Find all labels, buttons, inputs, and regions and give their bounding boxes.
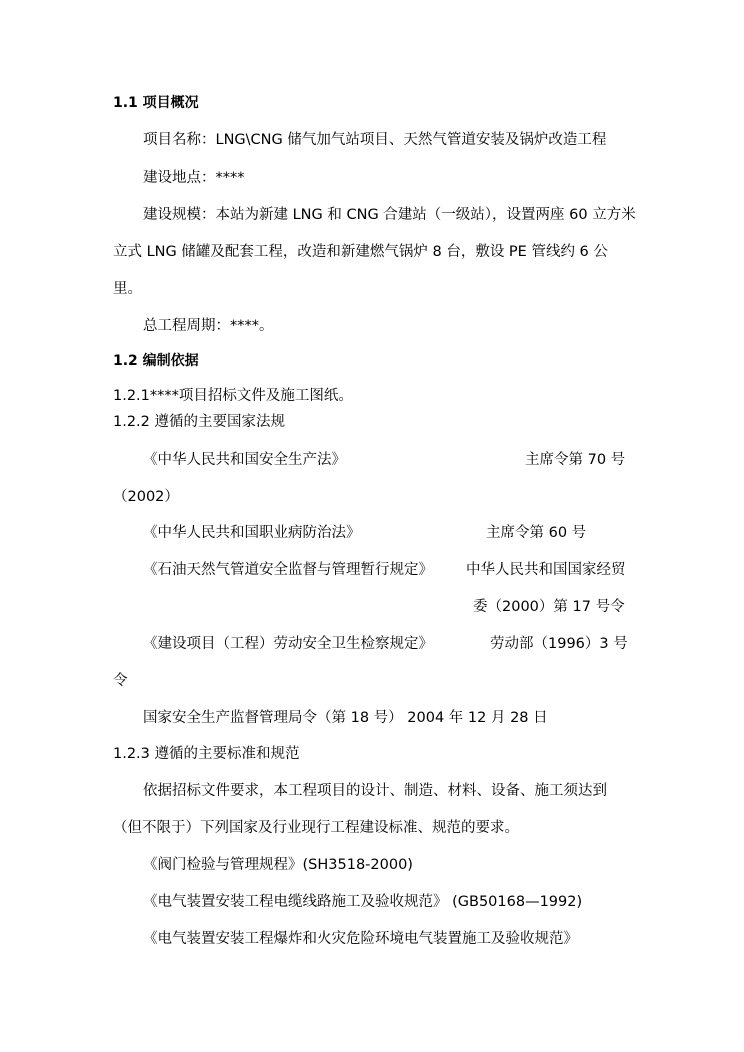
law-continuation: 令	[113, 673, 128, 689]
item-1-2-3: 1.2.3 遵循的主要标准和规范	[113, 746, 300, 762]
law-title: 《建设项目（工程）劳动安全卫生检察规定》	[143, 636, 433, 652]
requirement-line-2: （但不限于）下列国家及行业现行工程建设标准、规范的要求。	[113, 820, 519, 836]
project-scale-line-3: 里。	[113, 281, 142, 297]
law-issuer: 中华人民共和国国家经贸	[466, 562, 626, 578]
decree-line: 国家安全生产监督管理局令（第 18 号） 2004 年 12 月 28 日	[143, 710, 548, 726]
section-1-2-heading: 1.2 编制依据	[113, 353, 199, 369]
law-title: 《中华人民共和国职业病防治法》	[143, 525, 361, 541]
project-scale-line-1: 建设规模：本站为新建 LNG 和 CNG 合建站（一级站），设置两座 60 立方米	[143, 207, 636, 223]
project-name: 项目名称：LNG\CNG 储气加气站项目、天然气管道安装及锅炉改造工程	[143, 132, 607, 148]
standard-item: 《电气装置安装工程爆炸和火灾危险环境电气装置施工及验收规范》	[143, 931, 578, 947]
requirement-line-1: 依据招标文件要求，本工程项目的设计、制造、材料、设备、施工须达到	[143, 783, 607, 799]
item-1-2-2: 1.2.2 遵循的主要国家法规	[113, 414, 286, 430]
law-continuation: （2002）	[113, 489, 179, 505]
standard-item: 《阀门检验与管理规程》(SH3518-2000)	[143, 857, 413, 873]
project-period: 总工程周期：****。	[143, 318, 274, 334]
item-1-2-1: 1.2.1****项目招标文件及施工图纸。	[113, 388, 353, 404]
project-scale-line-2: 立式 LNG 储罐及配套工程，改造和新建燃气锅炉 8 台，敷设 PE 管线约 6 公	[113, 244, 608, 260]
law-issuer: 主席令第 70 号	[525, 452, 626, 468]
section-1-1-heading: 1.1 项目概况	[113, 95, 199, 111]
standard-item: 《电气装置安装工程电缆线路施工及验收规范》 (GB50168—1992)	[143, 894, 583, 910]
law-issuer: 主席令第 60 号	[486, 525, 587, 541]
project-location: 建设地点：****	[143, 170, 245, 186]
law-issuer: 劳动部（1996）3 号	[490, 636, 628, 652]
law-title: 《中华人民共和国安全生产法》	[143, 452, 346, 468]
law-issuer-continuation: 委（2000）第 17 号令	[473, 599, 625, 615]
law-title: 《石油天然气管道安全监督与管理暂行规定》	[143, 562, 433, 578]
